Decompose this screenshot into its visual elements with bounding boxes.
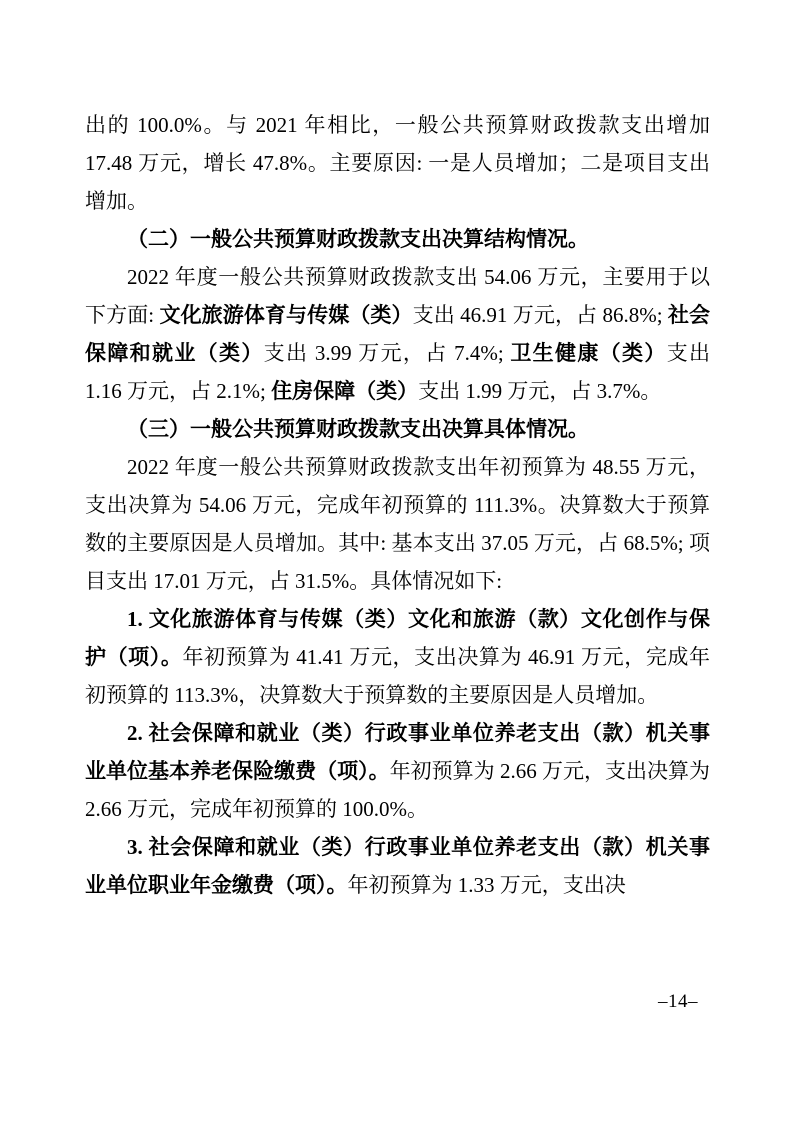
para-expenditure-specifics-overview xyxy=(85,448,710,600)
heading-section-3-expenditure-specifics xyxy=(85,410,710,448)
body-text: 支出 3.99 万元，占 7.4%; xyxy=(263,341,511,365)
para-item-2-basic-pension xyxy=(85,714,710,828)
para-carryover-expenditure-change xyxy=(85,106,710,220)
document-body xyxy=(85,106,710,904)
emphasis-text: 2. 社会保障和就业（类）行政事业单位养老支出（款）机关事业单位基本养老保险缴费（项）。 xyxy=(85,721,710,783)
emphasis-text: 住房保障（类） xyxy=(271,379,419,403)
heading-section-2-expenditure-structure xyxy=(85,220,710,258)
body-text: 2022 年度一般公共预算财政拨款支出年初预算为 48.55 万元，支出决算为 54.06 万元，完成年初预算的 111.3%。决算数大于预算数的主要原因是人员增加。其中: 基本支出 37.05 万元，占 68.5%; 项目支出 17.01 万元，占 31.5%。具体情况如下: xyxy=(85,455,710,593)
page-number: –14– xyxy=(658,991,698,1012)
body-text: 出的 100.0%。与 2021 年相比，一般公共预算财政拨款支出增加 17.48 万元，增长 47.8%。主要原因: 一是人员增加；二是项目支出增加。 xyxy=(85,113,710,213)
emphasis-text: 文化旅游体育与传媒（类） xyxy=(159,303,413,327)
body-text: 支出 1.99 万元，占 3.7%。 xyxy=(418,379,662,403)
emphasis-text: （三）一般公共预算财政拨款支出决算具体情况。 xyxy=(127,417,589,441)
body-text: 年初预算为 2.66 万元，支出决算为 2.66 万元，完成年初预算的 100.0%。 xyxy=(85,759,711,821)
emphasis-text: 1. 文化旅游体育与传媒（类）文化和旅游（款）文化创作与保护（项）。 xyxy=(85,607,710,669)
emphasis-text: 社会保障和就业（类） xyxy=(85,303,711,365)
body-text: 2022 年度一般公共预算财政拨款支出 54.06 万元，主要用于以下方面: xyxy=(85,265,710,327)
body-text: 年初预算为 1.33 万元，支出决 xyxy=(347,873,626,897)
emphasis-text: （二）一般公共预算财政拨款支出决算结构情况。 xyxy=(127,227,589,251)
para-item-3-occupational-annuity xyxy=(85,828,710,904)
body-text: 支出 1.16 万元，占 2.1%; xyxy=(85,341,711,403)
emphasis-text: 3. 社会保障和就业（类）行政事业单位养老支出（款）机关事业单位职业年金缴费（项）。 xyxy=(85,835,710,897)
body-text: 年初预算为 41.41 万元，支出决算为 46.91 万元，完成年初预算的 113.3%，决算数大于预算数的主要原因是人员增加。 xyxy=(85,645,711,707)
emphasis-text: 卫生健康（类） xyxy=(510,341,667,365)
para-expenditure-structure-detail xyxy=(85,258,710,410)
body-text: 支出 46.91 万元，占 86.8%; xyxy=(412,303,668,327)
para-item-1-culture-tourism xyxy=(85,600,710,714)
